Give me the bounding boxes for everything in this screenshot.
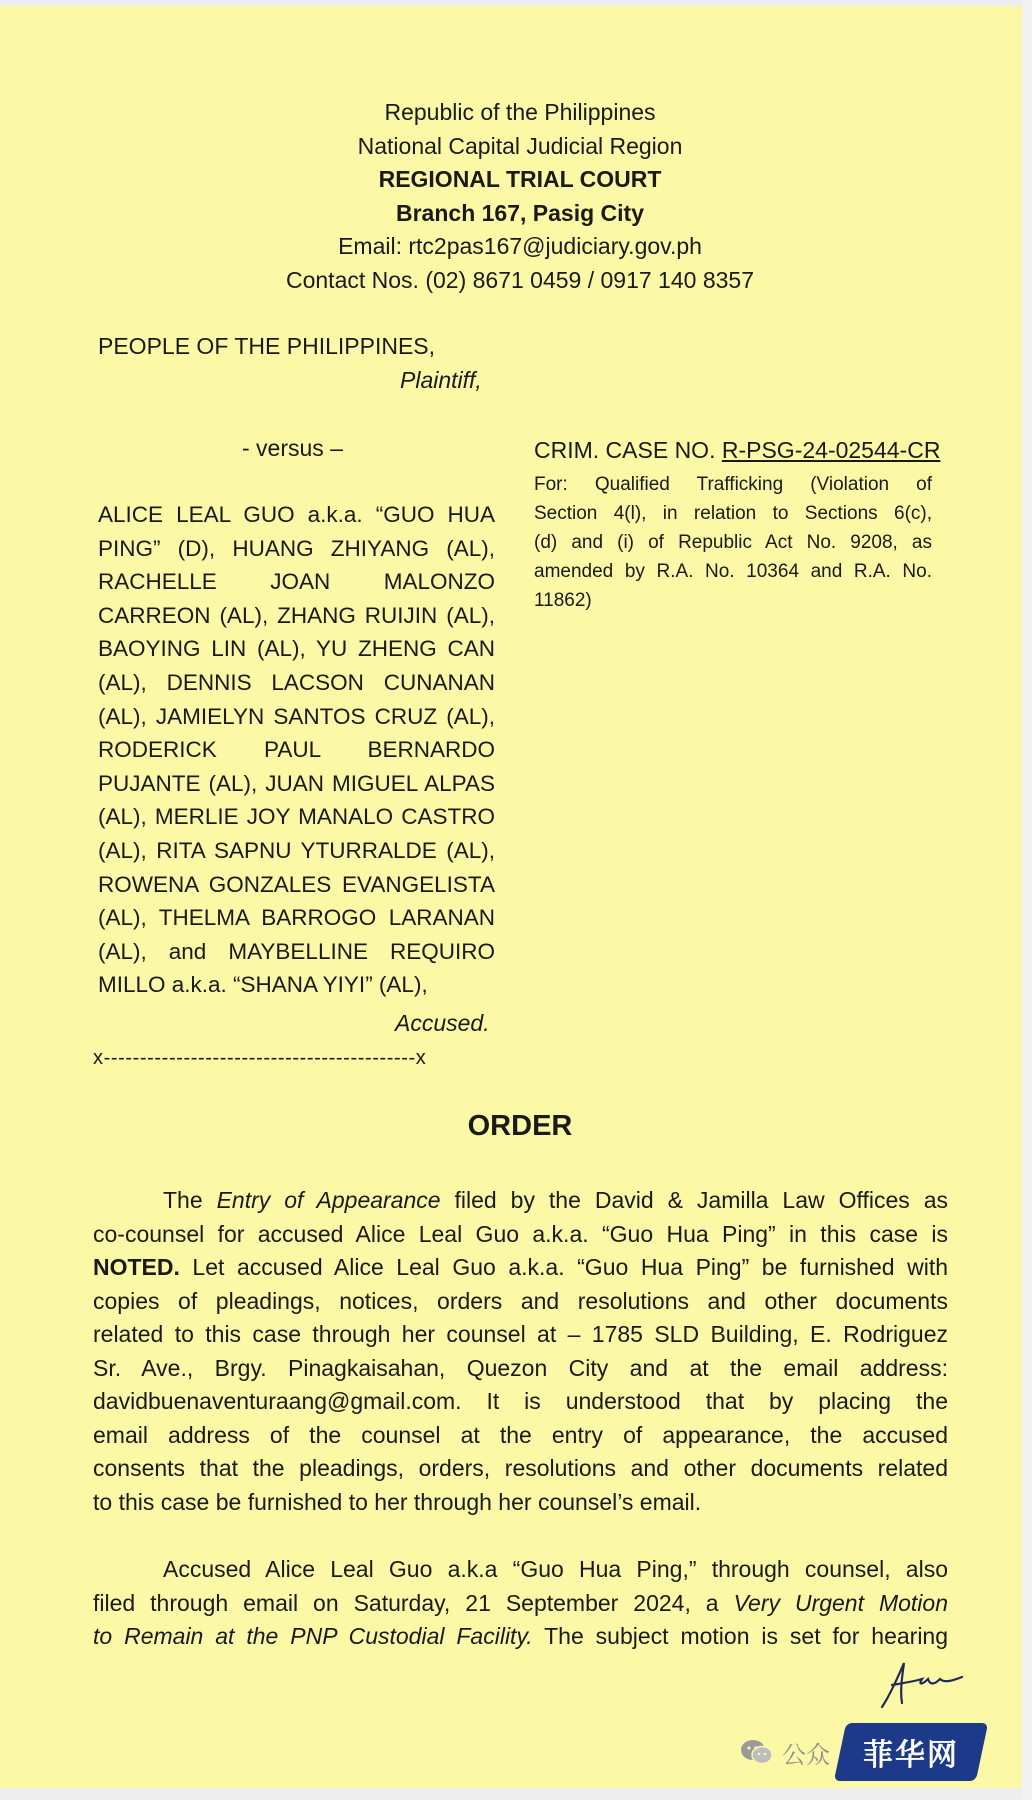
scan-bottom-edge xyxy=(0,1788,1032,1800)
accused-line: RODERICK PAUL BERNARDO xyxy=(98,737,495,763)
paragraph-line: consents that the pleadings, orders, resolutions and other documents related xyxy=(93,1455,948,1481)
header-republic: Republic of the Philippines xyxy=(384,99,656,125)
header-email: Email: rtc2pas167@judiciary.gov.ph xyxy=(338,233,702,259)
accused-list xyxy=(98,498,495,1002)
text-run-italic: Entry of Appearance xyxy=(216,1187,441,1213)
paragraph-line: co-counsel for accused Alice Leal Guo a.k.a. “Guo Hua Ping” in this case is xyxy=(93,1220,948,1247)
accused-line: PUJANTE (AL), JUAN MIGUEL ALPAS xyxy=(98,770,495,796)
accused-line: (AL), RITA SAPNU YTURRALDE (AL), xyxy=(98,837,495,863)
accused-line: (AL), THELMA BARROGO LARANAN xyxy=(98,905,495,931)
text-run-italic: Very Urgent Motion xyxy=(733,1589,948,1616)
accused-line: (AL), DENNIS LACSON CUNANAN xyxy=(98,669,495,695)
accused-line: (AL), and MAYBELLINE REQUIRO xyxy=(98,938,495,964)
accused-line: CARREON (AL), ZHANG RUIJIN (AL), xyxy=(98,602,495,628)
paragraph-line: Accused Alice Leal Guo a.k.a “Guo Hua Ping,” through counsel, also xyxy=(163,1556,948,1582)
paragraph-line: email address of the counsel at the entry of appearance, the accused xyxy=(93,1421,948,1448)
caption-divider: x-------------------------------------------x xyxy=(93,1047,427,1069)
text-run: Let accused Alice Leal Guo a.k.a. “Guo Hua Ping” be furnished with xyxy=(179,1254,948,1280)
site-logo xyxy=(834,1723,988,1781)
watermark-platform: 公众 xyxy=(782,1740,830,1769)
accused-line: (AL), MERLIE JOY MANALO CASTRO xyxy=(98,804,495,830)
order-paragraph-1 xyxy=(93,1184,948,1519)
accused-line: ROWENA GONZALES EVANGELISTA xyxy=(98,871,495,897)
charge-line: (d) and (i) of Republic Act No. 9208, as xyxy=(534,532,932,553)
site-logo-text: 菲华网 xyxy=(863,1738,959,1773)
accused-line: MILLO a.k.a. “SHANA YIYI” (AL), xyxy=(98,972,428,998)
paragraph-line xyxy=(93,1620,948,1654)
text-run: The subject motion is set for hearing xyxy=(532,1623,949,1649)
court-header xyxy=(0,96,1032,297)
paragraph-line: copies of pleadings, notices, orders and resolutions and other documents xyxy=(93,1287,948,1314)
charge-line: For: Qualified Trafficking (Violation of xyxy=(534,474,932,495)
charge-line: Section 4(l), in relation to Sections 6(c), xyxy=(534,503,932,524)
text-run: filed through email on Saturday, 21 September 2024, a xyxy=(93,1589,734,1616)
accused-line: RACHELLE JOAN MALONZO xyxy=(98,569,495,595)
order-paragraph-2 xyxy=(93,1553,948,1654)
text-run: filed by the David & Jamilla Law Offices as xyxy=(440,1187,948,1213)
accused-line: PING” (D), HUANG ZHIYANG (AL), xyxy=(98,535,495,561)
header-region: National Capital Judicial Region xyxy=(357,132,683,159)
paragraph-line: Sr. Ave., Brgy. Pinagkaisahan, Quezon City and at the email address: xyxy=(93,1354,948,1381)
text-run-bold: NOTED. xyxy=(93,1254,180,1280)
initials-signature xyxy=(878,1655,968,1715)
accused-line: (AL), JAMIELYN SANTOS CRUZ (AL), xyxy=(98,703,495,729)
order-title: ORDER xyxy=(467,1110,573,1142)
accused-line: BAOYING LIN (AL), YU ZHENG CAN xyxy=(98,636,495,662)
text-run-italic: to Remain at the PNP Custodial Facility. xyxy=(93,1623,533,1649)
wechat-icon xyxy=(740,1738,774,1766)
paragraph-line xyxy=(93,1184,948,1218)
versus-label: - versus – xyxy=(242,435,343,461)
text-run: The xyxy=(163,1187,217,1213)
header-court: REGIONAL TRIAL COURT xyxy=(378,166,662,192)
scan-top-edge xyxy=(0,0,1032,6)
paragraph-line xyxy=(93,1251,948,1285)
paragraph-line xyxy=(93,1587,948,1621)
charge-line: amended by R.A. No. 10364 and R.A. No. xyxy=(534,561,932,582)
case-number xyxy=(534,437,940,464)
charge-description xyxy=(534,470,932,615)
paragraph-line: related to this case through her counsel at – 1785 SLD Building, E. Rodriguez xyxy=(93,1321,948,1347)
charge-line: 11862) xyxy=(534,590,592,611)
accused-line: ALICE LEAL GUO a.k.a. “GUO HUA xyxy=(98,502,495,527)
paragraph-line: to this case be furnished to her through her counsel’s email. xyxy=(93,1488,702,1515)
case-number-label: CRIM. CASE NO. xyxy=(534,437,722,463)
paragraph-line: davidbuenaventuraang@gmail.com. It is understood that by placing the xyxy=(93,1388,948,1414)
plaintiff-name: PEOPLE OF THE PHILIPPINES, xyxy=(98,333,436,359)
header-contact: Contact Nos. (02) 8671 0459 / 0917 140 8357 xyxy=(285,266,754,293)
accused-role: Accused. xyxy=(395,1010,490,1036)
watermark xyxy=(740,1722,982,1782)
plaintiff-role: Plaintiff, xyxy=(400,367,482,393)
header-branch: Branch 167, Pasig City xyxy=(396,199,644,226)
case-number-value: R-PSG-24-02544-CR xyxy=(721,437,941,463)
